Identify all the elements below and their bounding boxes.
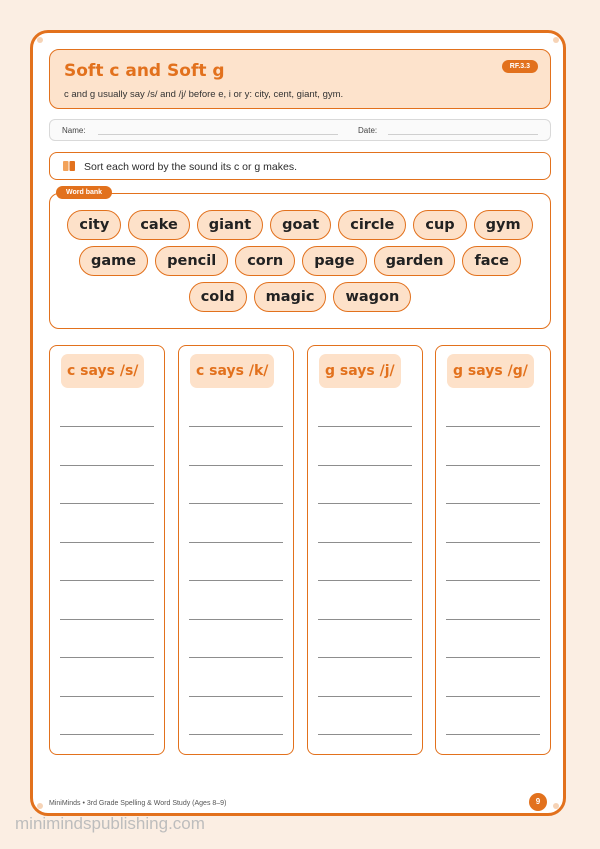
answer-line[interactable]	[318, 619, 412, 620]
sort-column-g-g	[435, 345, 551, 755]
name-field[interactable]	[98, 134, 338, 135]
answer-line[interactable]	[318, 696, 412, 697]
answer-line[interactable]	[60, 580, 154, 581]
answer-line[interactable]	[189, 426, 283, 427]
answer-line[interactable]	[318, 426, 412, 427]
column-heading: g says /g/	[447, 354, 534, 388]
sort-column-g-j	[307, 345, 423, 755]
answer-line[interactable]	[60, 657, 154, 658]
answer-line[interactable]	[446, 503, 540, 504]
word-chip[interactable]: giant	[197, 210, 263, 240]
answer-line[interactable]	[318, 734, 412, 735]
corner-dot	[37, 37, 43, 43]
answer-line[interactable]	[189, 619, 283, 620]
corner-dot	[37, 803, 43, 809]
answer-line[interactable]	[189, 696, 283, 697]
worksheet-page	[30, 30, 566, 816]
answer-line[interactable]	[446, 619, 540, 620]
word-chip[interactable]: cold	[189, 282, 247, 312]
word-chip[interactable]: city	[67, 210, 121, 240]
instruction-text: Sort each word by the sound its c or g makes.	[84, 161, 298, 173]
answer-line[interactable]	[189, 580, 283, 581]
answer-line[interactable]	[446, 734, 540, 735]
word-chip[interactable]: cake	[128, 210, 189, 240]
answer-line[interactable]	[189, 734, 283, 735]
answer-line[interactable]	[318, 503, 412, 504]
word-chip[interactable]: garden	[374, 246, 456, 276]
word-chip[interactable]: magic	[254, 282, 327, 312]
page-title: Soft c and Soft g	[64, 61, 225, 81]
standard-badge: RF.3.3	[502, 60, 538, 73]
answer-line[interactable]	[189, 542, 283, 543]
name-date-bar	[49, 119, 551, 141]
word-chip[interactable]: circle	[338, 210, 406, 240]
answer-line[interactable]	[60, 696, 154, 697]
answer-line[interactable]	[446, 657, 540, 658]
answer-line[interactable]	[318, 542, 412, 543]
answer-line[interactable]	[60, 465, 154, 466]
header-panel	[49, 49, 551, 109]
book-icon	[63, 161, 75, 171]
column-heading: g says /j/	[319, 354, 401, 388]
page-number: 9	[529, 793, 547, 811]
column-heading: c says /k/	[190, 354, 274, 388]
answer-line[interactable]	[189, 465, 283, 466]
word-chip[interactable]: goat	[270, 210, 331, 240]
answer-line[interactable]	[446, 465, 540, 466]
corner-dot	[553, 37, 559, 43]
word-chip[interactable]: corn	[235, 246, 295, 276]
word-chip[interactable]: gym	[474, 210, 533, 240]
date-field[interactable]	[388, 134, 538, 135]
column-heading: c says /s/	[61, 354, 144, 388]
answer-line[interactable]	[446, 542, 540, 543]
answer-line[interactable]	[60, 734, 154, 735]
sort-column-c-k	[178, 345, 294, 755]
instruction-box	[49, 152, 551, 180]
sort-column-c-s	[49, 345, 165, 755]
answer-line[interactable]	[60, 426, 154, 427]
word-bank	[49, 189, 551, 329]
word-chip[interactable]: game	[79, 246, 148, 276]
answer-line[interactable]	[60, 542, 154, 543]
word-chip[interactable]: pencil	[155, 246, 228, 276]
word-chip[interactable]: cup	[413, 210, 466, 240]
answer-line[interactable]	[318, 580, 412, 581]
answer-line[interactable]	[446, 580, 540, 581]
answer-line[interactable]	[446, 696, 540, 697]
name-label: Name:	[62, 126, 86, 135]
word-chip[interactable]: wagon	[333, 282, 411, 312]
answer-line[interactable]	[60, 503, 154, 504]
answer-line[interactable]	[318, 657, 412, 658]
answer-line[interactable]	[60, 619, 154, 620]
answer-line[interactable]	[446, 426, 540, 427]
watermark: minimindspublishing.com	[15, 814, 205, 833]
answer-line[interactable]	[189, 503, 283, 504]
word-bank-label: Word bank	[56, 186, 112, 199]
word-bank-chips	[60, 210, 540, 312]
page-subtitle: c and g usually say /s/ and /j/ before e, i or y: city, cent, giant, gym.	[64, 89, 344, 100]
date-label: Date:	[358, 126, 378, 135]
word-chip[interactable]: page	[302, 246, 366, 276]
answer-line[interactable]	[189, 657, 283, 658]
footer-text: MiniMinds • 3rd Grade Spelling & Word Study (Ages 8–9)	[49, 800, 227, 807]
corner-dot	[553, 803, 559, 809]
word-chip[interactable]: face	[462, 246, 521, 276]
answer-line[interactable]	[318, 465, 412, 466]
